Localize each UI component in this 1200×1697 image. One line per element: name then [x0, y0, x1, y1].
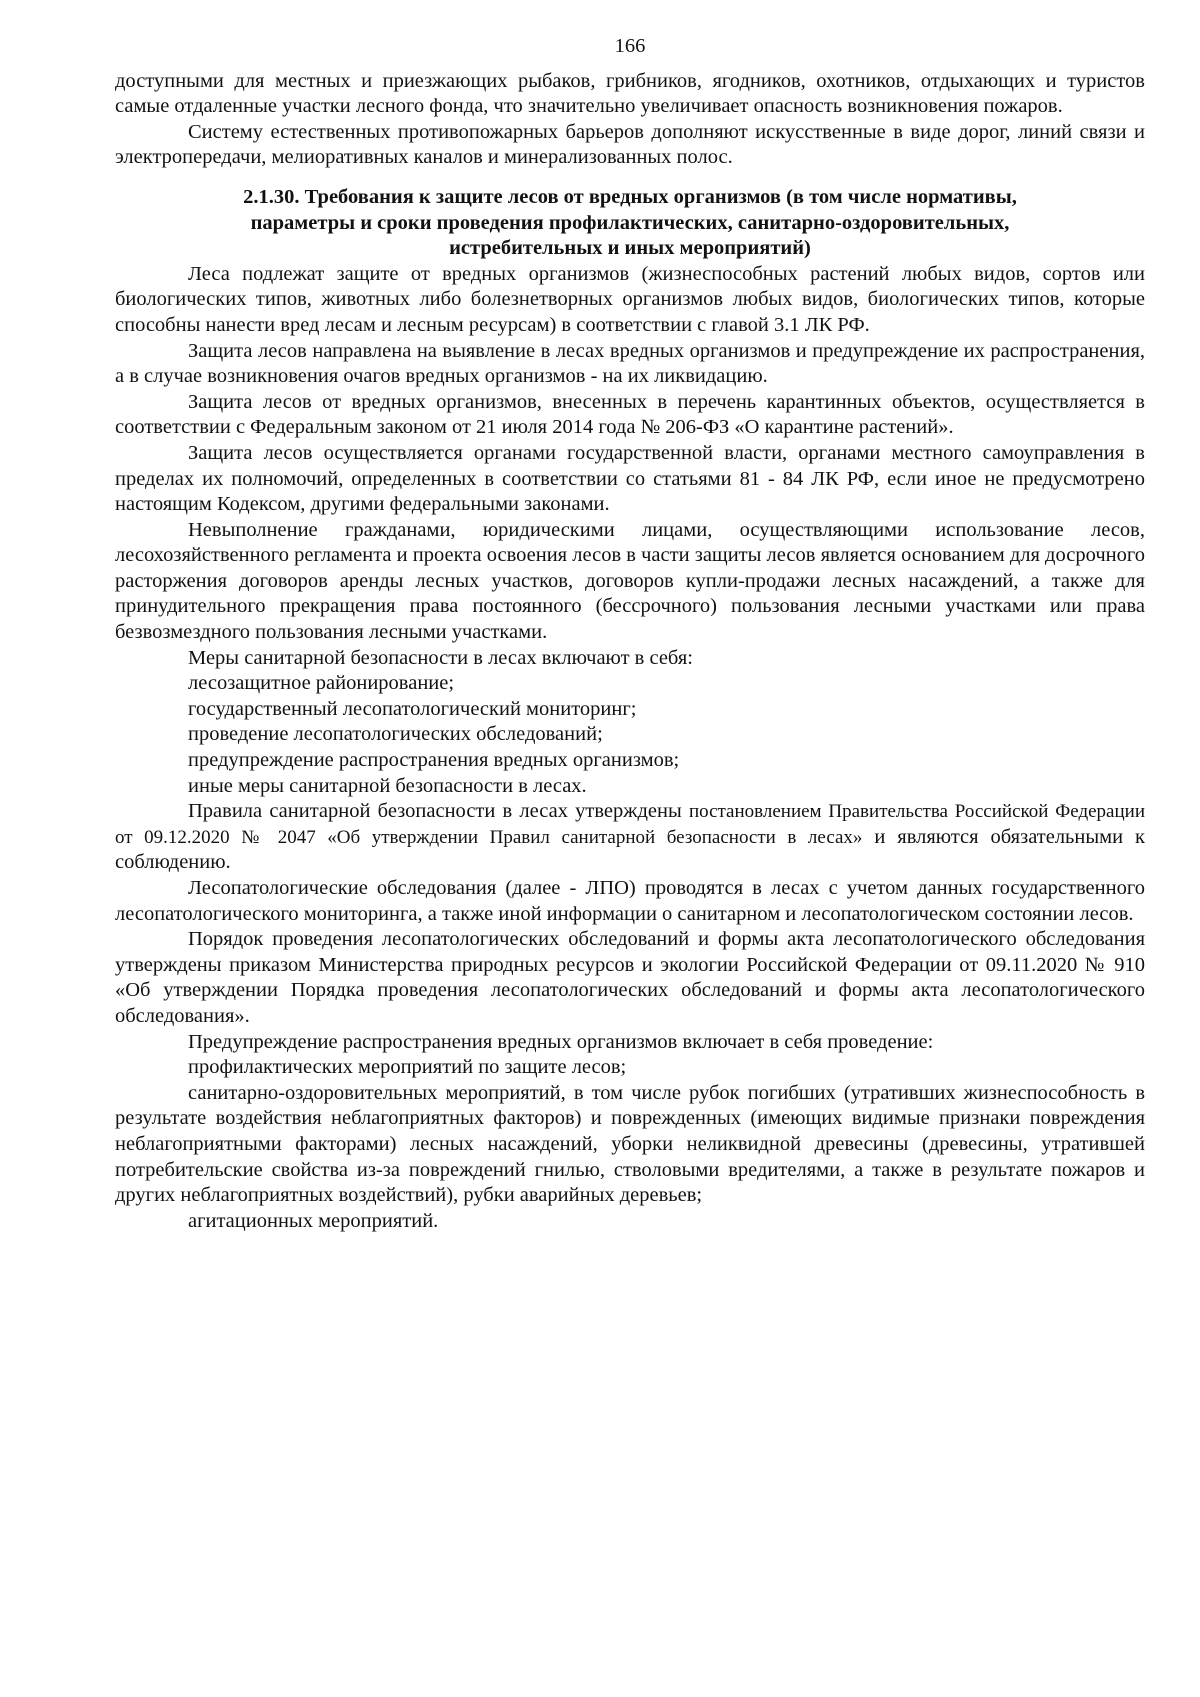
prevention-item: профилактических мероприятий по защите лесов;: [188, 1056, 627, 1079]
body-paragraph-3: Защита лесов от вредных организмов, внесенных в перечень карантинных объектов, осуществляется в соответствии с Федеральным законом от 21 июля 2014 года № 206-ФЗ «О карантине растений».: [115, 390, 1145, 439]
prevention-item: агитационных мероприятий.: [188, 1209, 439, 1232]
page-number: 166: [614, 35, 646, 57]
section-heading: [115, 185, 1145, 262]
section-heading-line-3: истребительных и иных мероприятий): [449, 237, 811, 260]
section-heading-line-1: 2.1.30. Требования к защите лесов от вредных организмов (в том числе нормативы,: [243, 185, 1017, 208]
measure-item: проведение лесопатологических обследований;: [188, 723, 603, 746]
body-paragraph-8: Лесопатологические обследования (далее - ЛПО) проводятся в лесах с учетом данных государственного лесопатологического мониторинга, а также иной информации о санитарном и лесопатологическом состоянии лесов.: [115, 877, 1145, 925]
body-paragraph-2: Защита лесов направлена на выявление в лесах вредных организмов и предупреждение их распространения, а в случае возникновения очагов вредных организмов - на их ликвидацию.: [115, 339, 1145, 388]
body-paragraph-6: Меры санитарной безопасности в лесах включают в себя:: [188, 646, 693, 669]
document-page: [115, 34, 1145, 1234]
measure-item: лесозащитное районирование;: [188, 672, 455, 695]
body-paragraph-7-start: Правила санитарной безопасности в лесах утверждены: [188, 800, 689, 823]
measure-item: иные меры санитарной безопасности в лесах.: [188, 774, 587, 797]
intro-paragraph-2: Систему естественных противопожарных барьеров дополняют искусственные в виде дорог, линий связи и электропередачи, мелиоративных каналов и минерализованных полос.: [115, 120, 1145, 169]
body-paragraph-1: Леса подлежат защите от вредных организмов (жизнеспособных растений любых видов, сортов или биологических типов, животных либо болезнетворных организмов любых видов, биологических типов, которые способны нанести вред лесам и лесным ресурсам) в соответствии с главой 3.1 ЛК РФ.: [115, 262, 1145, 336]
prevention-item: санитарно-оздоровительных мероприятий, в том числе рубок погибших (утративших жизнеспособность в результате воздействия неблагоприятных факторов) и поврежденных (имеющих видимые признаки повреждения неблагоприятными факторами) лесных насаждений, уборки неликвидной древесины (древесины, утратившей потребительские свойства из-за повреждений гнилью, стволовыми вредителями, а также в результате пожаров и других неблагоприятных воздействий), рубки аварийных деревьев;: [115, 1081, 1145, 1207]
body-paragraph-10: Предупреждение распространения вредных организмов включает в себя проведение:: [188, 1030, 934, 1053]
measure-item: государственный лесопатологический мониторинг;: [188, 697, 637, 720]
body-paragraph-7-resolution: постановлением Правительства Российской Федерации от 09.12.2020 № 2047 «Об утверждении Правил санитарной безопасности в лесах»: [115, 801, 1145, 848]
intro-paragraph-1: доступными для местных и приезжающих рыбаков, грибников, ягодников, охотников, отдыхающих и туристов самые отдаленные участки лесного фонда, что значительно увеличивает опасность возникновения пожаров.: [115, 69, 1145, 118]
body-paragraph-9: Порядок проведения лесопатологических обследований и формы акта лесопатологического обследования утверждены приказом Министерства природных ресурсов и экологии Российской Федерации от 09.11.2020 № 910 «Об утверждении Порядка проведения лесопатологических обследований и формы акта лесопатологического обследования».: [115, 928, 1145, 1027]
body-paragraph-7-end: и являются обязательными к соблюдению.: [115, 825, 1145, 874]
body-paragraph-5: Невыполнение гражданами, юридическими лицами, осуществляющими использование лесов, лесохозяйственного регламента и проекта освоения лесов в части защиты лесов является основанием для досрочного расторжения договоров аренды лесных участков, договоров купли-продажи лесных насаждений, а также для принудительного прекращения права постоянного (бессрочного) пользования лесными участками или права безвозмездного пользования лесными участками.: [115, 518, 1145, 644]
body-paragraph-4: Защита лесов осуществляется органами государственной власти, органами местного самоуправления в пределах их полномочий, определенных в соответствии со статьями 81 - 84 ЛК РФ, если иное не предусмотрено настоящим Кодексом, другими федеральными законами.: [115, 441, 1145, 516]
body-paragraph-7: [115, 799, 1145, 876]
section-heading-line-2: параметры и сроки проведения профилактических, санитарно-оздоровительных,: [250, 211, 1010, 234]
measure-item: предупреждение распространения вредных организмов;: [188, 749, 680, 772]
